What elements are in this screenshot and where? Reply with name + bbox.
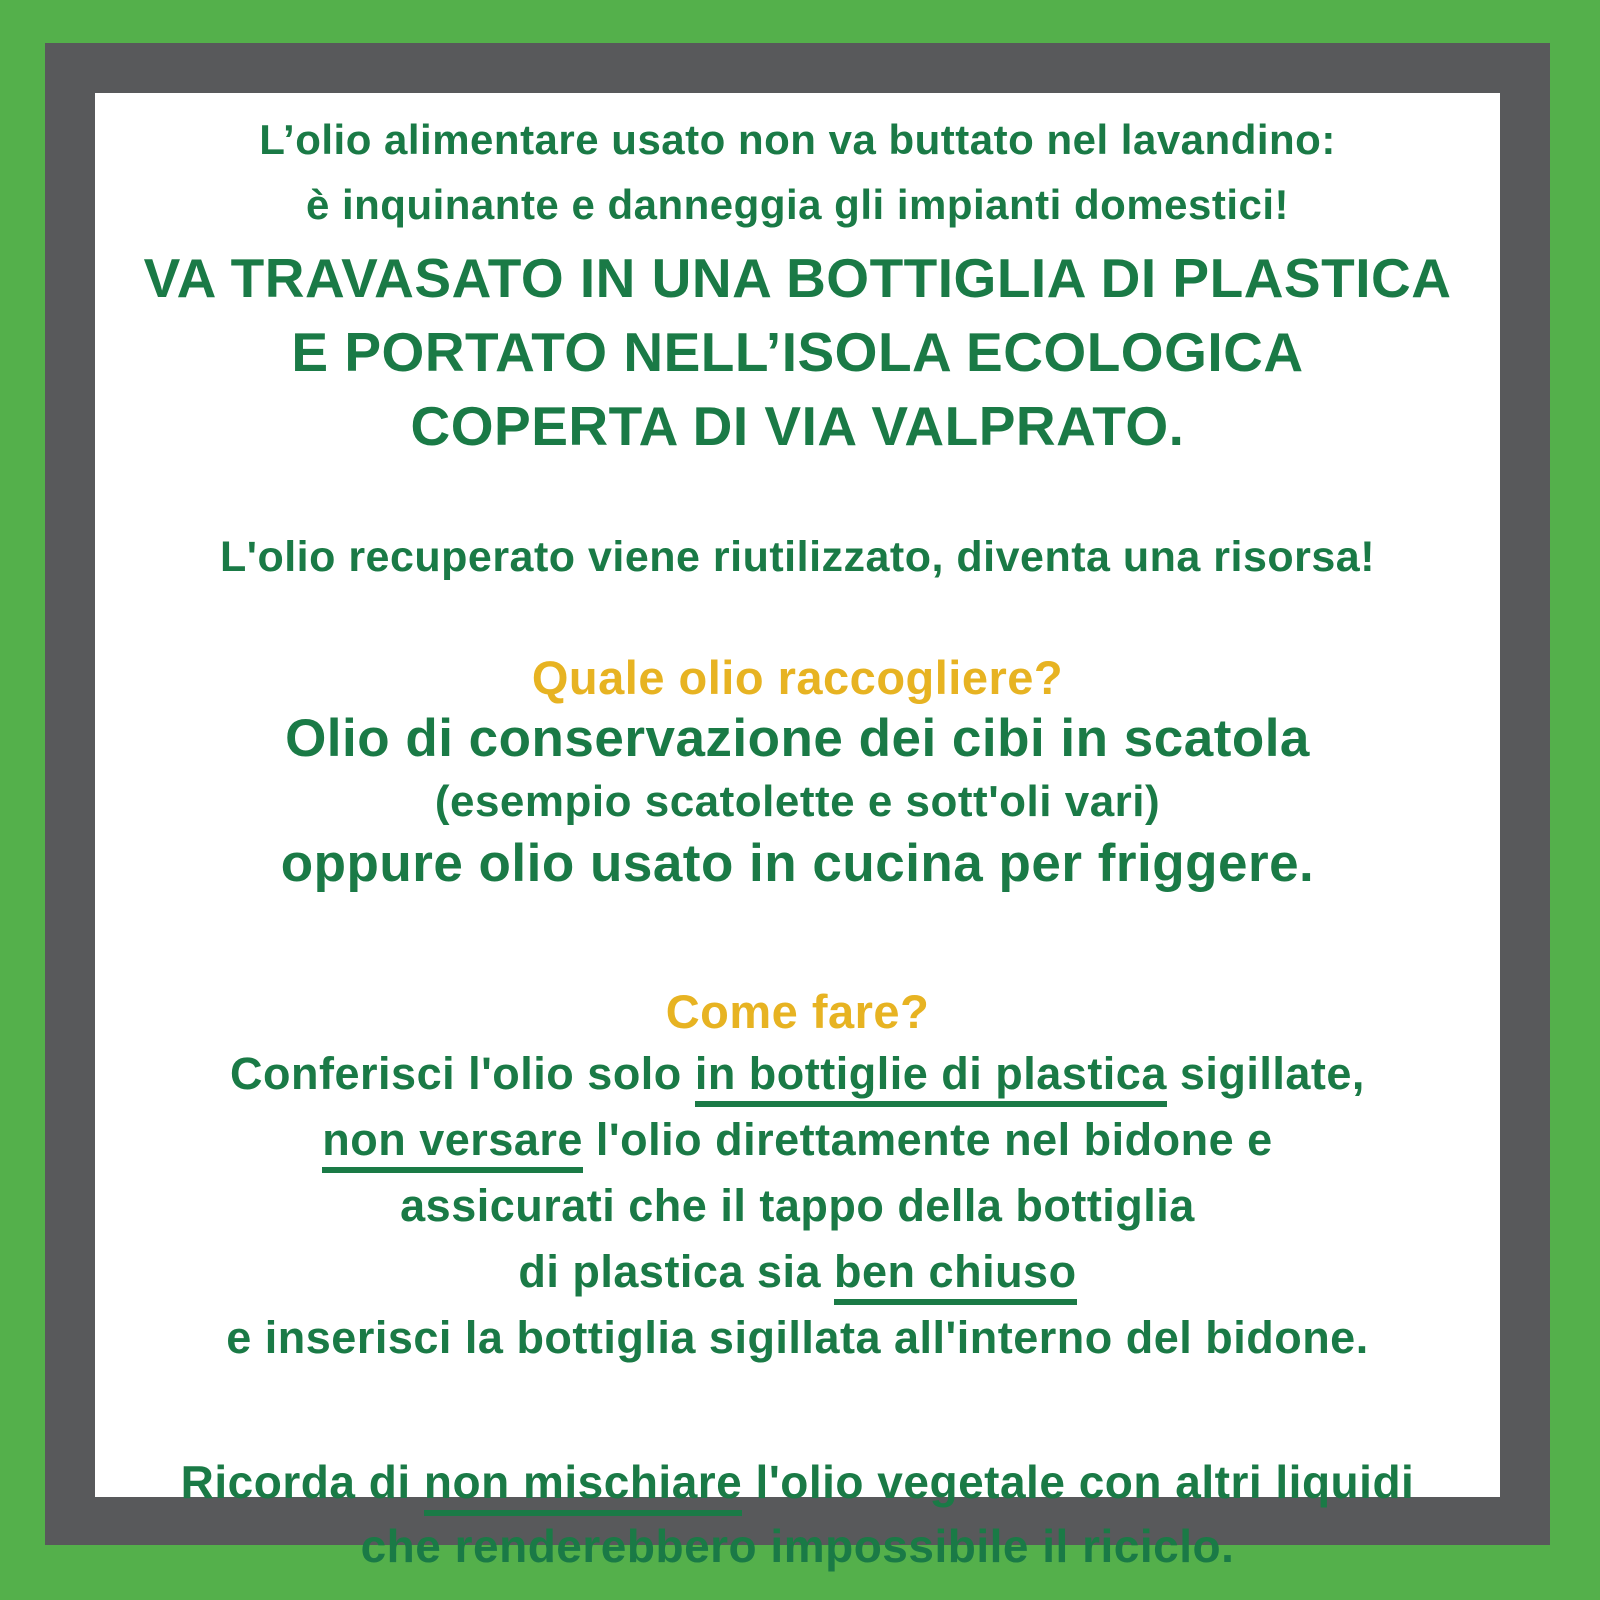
- resource-line: L'olio recuperato viene riutilizzato, diventa una risorsa!: [219, 533, 1376, 582]
- headline-line-1: VA TRAVASATO IN UNA BOTTIGLIA DI PLASTICA: [143, 247, 1452, 310]
- poster-content-area: [95, 93, 1500, 1572]
- reminder-line-1-pre: Ricorda di: [180, 1455, 424, 1508]
- poster-gray-frame: [45, 43, 1550, 1572]
- intro-line-2: è inquinante e danneggia gli impianti domestici!: [305, 181, 1290, 229]
- headline-line-2: E PORTATO NELL’ISOLA ECOLOGICA: [291, 321, 1304, 384]
- how-to-line-2: [125, 1109, 1470, 1171]
- reminder-line-2: che renderebbero impossibile il riciclo.: [360, 1519, 1235, 1572]
- how-to-line-2-underlined: non versare: [322, 1114, 583, 1173]
- how-to-line-4: [125, 1241, 1470, 1303]
- how-to-line-2-post: l'olio direttamente nel bidone e: [582, 1114, 1273, 1166]
- which-oil-heading: Quale olio raccogliere?: [531, 651, 1064, 705]
- which-oil-line-1: Olio di conservazione dei cibi in scatola: [285, 709, 1310, 769]
- headline-line-3: COPERTA DI VIA VALPRATO.: [410, 395, 1185, 458]
- which-oil-line-2: (esempio scatolette e sott'oli vari): [434, 777, 1161, 827]
- how-to-line-5: e inserisci la bottiglia sigillata all'interno del bidone.: [226, 1312, 1369, 1364]
- reminder-line-1-post: l'olio vegetale con altri liquidi: [742, 1455, 1415, 1508]
- how-to-heading: Come fare?: [665, 985, 930, 1039]
- how-to-line-1-underlined: in bottiglie di plastica: [695, 1048, 1167, 1107]
- how-to-line-1-post: sigillate,: [1166, 1048, 1365, 1100]
- which-oil-line-3: oppure olio usato in cucina per friggere.: [280, 834, 1315, 894]
- how-to-line-1: [125, 1043, 1470, 1105]
- how-to-line-4-pre: di plastica sia: [518, 1246, 835, 1298]
- how-to-line-4-underlined: ben chiuso: [834, 1246, 1077, 1305]
- how-to-line-3: assicurati che il tappo della bottiglia: [400, 1180, 1195, 1232]
- intro-line-1: L’olio alimentare usato non va buttato nel lavandino:: [259, 116, 1336, 163]
- how-to-line-1-pre: Conferisci l'olio solo: [230, 1048, 695, 1100]
- reminder-line-1: [125, 1450, 1470, 1514]
- reminder-line-1-underlined: non mischiare: [424, 1456, 742, 1516]
